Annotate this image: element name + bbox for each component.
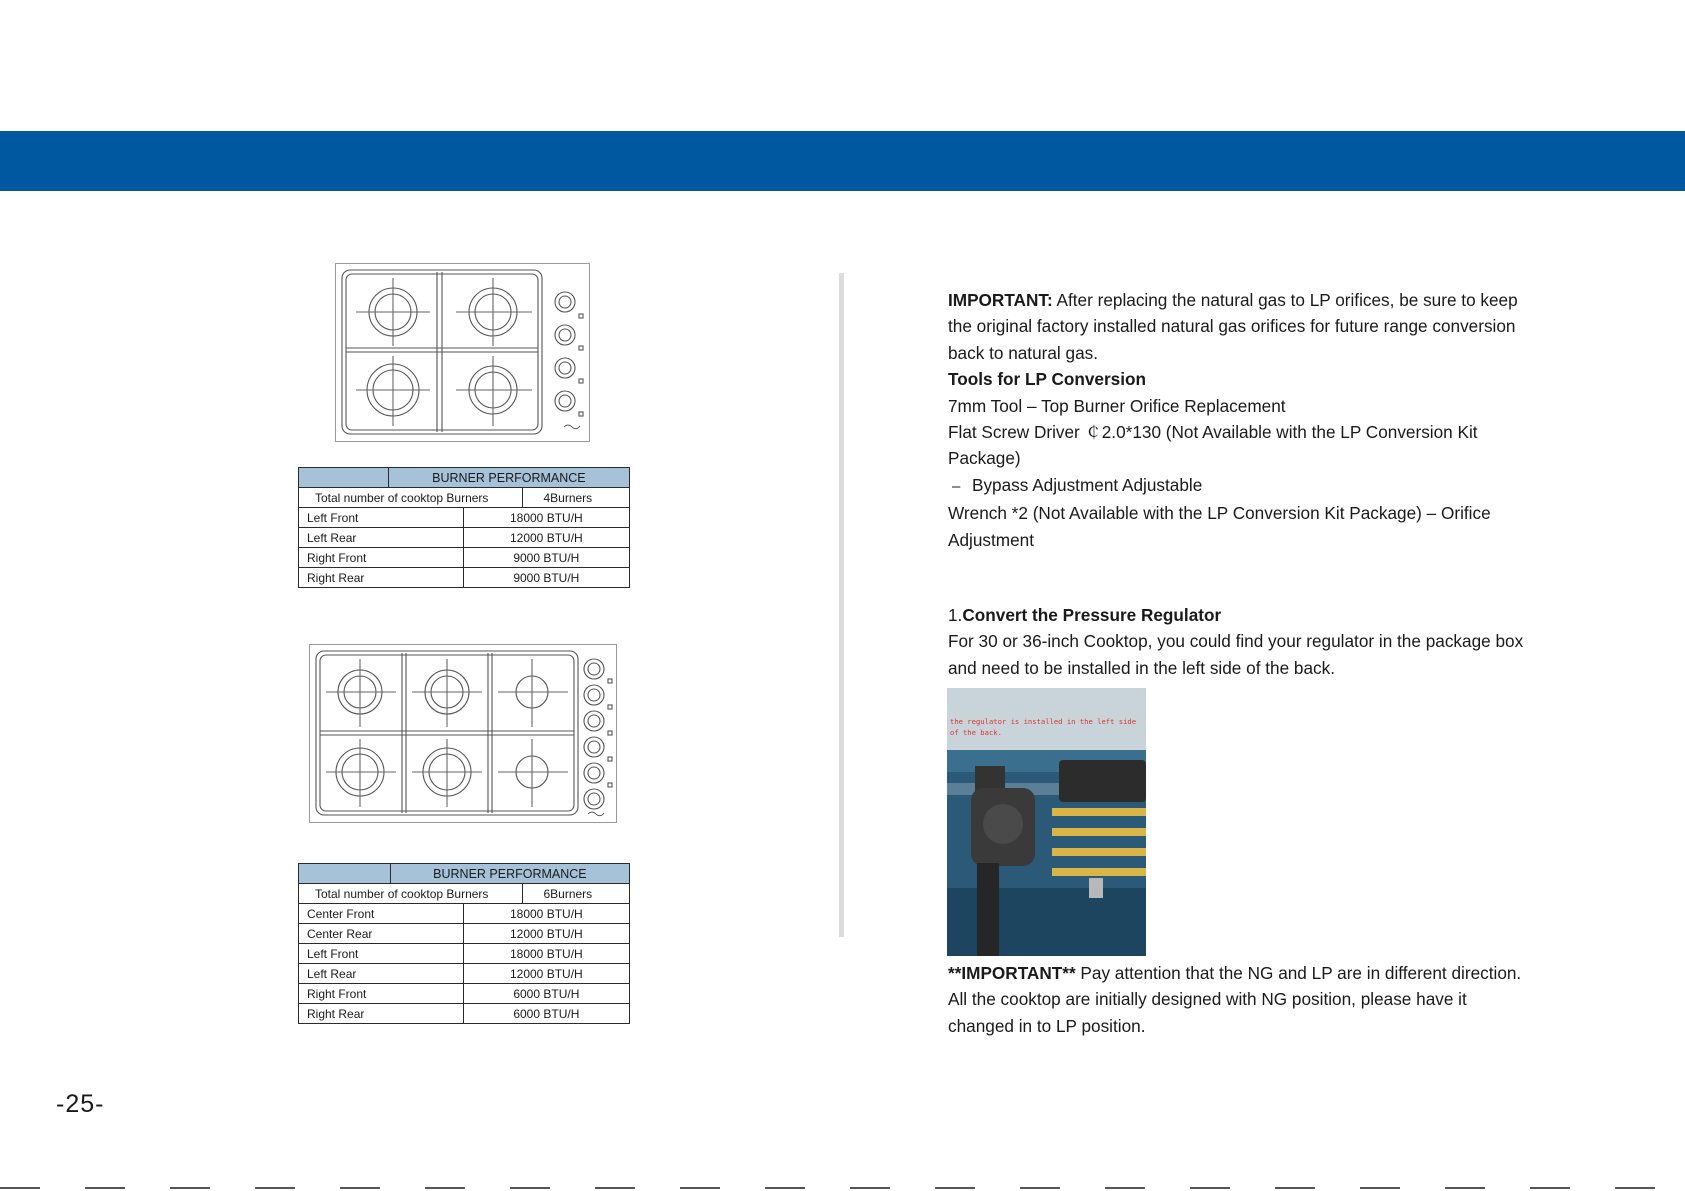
burner-value: 9000 BTU/H	[463, 568, 629, 588]
burner-label: Left Rear	[299, 964, 464, 984]
important-paragraph	[948, 287, 1528, 340]
table-header-spacer	[299, 468, 389, 488]
table-title: BURNER PERFORMANCE	[388, 468, 629, 488]
total-burners-value: 6Burners	[523, 884, 630, 904]
step-title	[948, 602, 1528, 628]
total-burners-label: Total number of cooktop Burners	[299, 488, 523, 508]
table-header-row	[299, 864, 630, 884]
important-note-text: Pay attention that the NG and LP are in different direction. All the cooktop are initially designed with NG position, please have it changed in to LP position.	[948, 963, 1522, 1036]
important-note	[948, 960, 1528, 1039]
conversion-instructions	[948, 287, 1528, 553]
tool-item-text: Bypass Adjustment Adjustable	[972, 474, 1203, 495]
table-row	[299, 568, 630, 588]
burner-label: Left Rear	[299, 528, 464, 548]
burner-value: 6000 BTU/H	[463, 984, 629, 1004]
table-row	[299, 548, 630, 568]
dash-glyph: –	[952, 477, 961, 495]
column-divider	[839, 273, 844, 937]
table-row	[299, 508, 630, 528]
step-section	[948, 602, 1528, 681]
table-row	[299, 904, 630, 924]
bottom-dashed-rule	[0, 1187, 1685, 1189]
header-band	[0, 131, 1685, 191]
table-row	[299, 528, 630, 548]
step-heading: Convert the Pressure Regulator	[962, 605, 1222, 625]
total-burners-value: 4Burners	[523, 488, 630, 508]
tool-item: 7mm Tool – Top Burner Orifice Replacement	[948, 395, 1286, 416]
important-note-label: **IMPORTANT**	[948, 963, 1076, 983]
table-header-spacer	[299, 864, 391, 884]
step-text: For 30 or 36-inch Cooktop, you could find your regulator in the package box and need to be installed in the left side of the back.	[948, 631, 1524, 678]
burner-label: Left Front	[299, 508, 464, 528]
important-text: After replacing the natural gas to LP orifices, be sure to keep the original factory installed natural gas orifices for future range conversion	[948, 290, 1518, 337]
table-row	[299, 1004, 630, 1024]
table-header-row	[299, 468, 630, 488]
burner-performance-table-4	[298, 467, 630, 588]
burner-value: 12000 BTU/H	[463, 964, 629, 984]
table-row	[299, 964, 630, 984]
important-tail: back to natural gas.	[948, 342, 1099, 363]
step-number: 1.	[948, 605, 963, 625]
regulator-photo	[947, 688, 1146, 956]
page-number: -25-	[56, 1090, 105, 1118]
tools-heading	[948, 366, 1528, 392]
burner-value: 18000 BTU/H	[463, 904, 629, 924]
burner-value: 12000 BTU/H	[463, 924, 629, 944]
tool-item: Flat Screw Driver ￠2.0*130 (Not Available with the LP Conversion Kit Package)	[948, 422, 1478, 469]
important-label: IMPORTANT:	[948, 290, 1053, 310]
total-burners-label: Total number of cooktop Burners	[299, 884, 523, 904]
burner-label: Center Rear	[299, 924, 464, 944]
burner-label: Right Rear	[299, 1004, 464, 1024]
photo-caption: the regulator is installed in the left side of the back.	[950, 717, 1137, 737]
burner-label: Right Front	[299, 984, 464, 1004]
table-row	[299, 984, 630, 1004]
burner-label: Left Front	[299, 944, 464, 964]
table-total-row	[299, 884, 630, 904]
burner-performance-table-6	[298, 863, 630, 1024]
table-row	[299, 944, 630, 964]
burner-value: 9000 BTU/H	[463, 548, 629, 568]
burner-value: 18000 BTU/H	[463, 944, 629, 964]
burner-label: Right Rear	[299, 568, 464, 588]
table-title: BURNER PERFORMANCE	[390, 864, 629, 884]
table-row	[299, 924, 630, 944]
cooktop-4-burner-diagram	[335, 263, 590, 442]
tool-item: Wrench *2 (Not Available with the LP Conversion Kit Package) – Orifice Adjustment	[948, 503, 1491, 550]
tool-item	[948, 472, 1528, 500]
burner-value: 6000 BTU/H	[463, 1004, 629, 1024]
important-note-paragraph	[948, 960, 1528, 1039]
burner-value: 12000 BTU/H	[463, 528, 629, 548]
burner-label: Right Front	[299, 548, 464, 568]
table-total-row	[299, 488, 630, 508]
cooktop-6-burner-diagram	[309, 644, 617, 823]
tools-heading-text: Tools for LP Conversion	[948, 369, 1146, 390]
burner-value: 18000 BTU/H	[463, 508, 629, 528]
burner-label: Center Front	[299, 904, 464, 924]
